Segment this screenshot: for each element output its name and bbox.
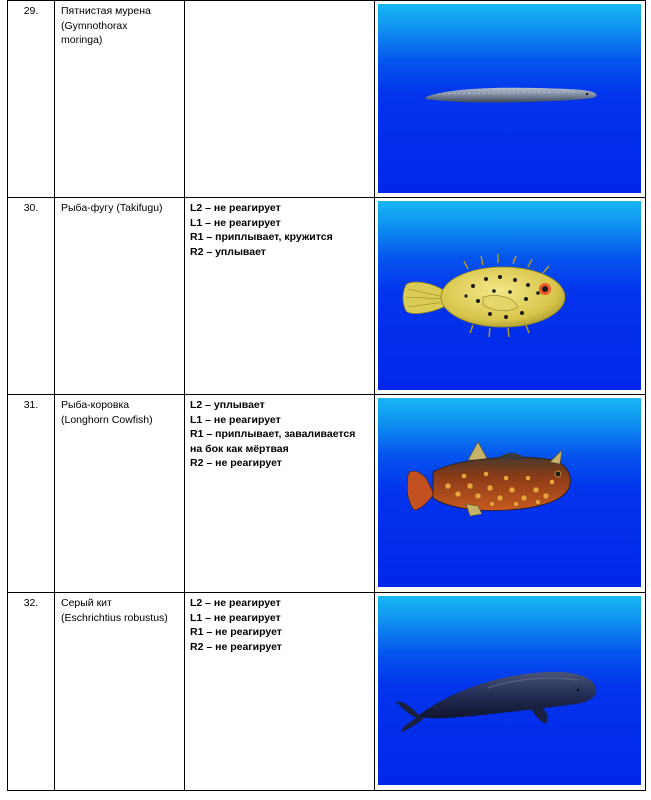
reaction-line: L2 – не реагирует xyxy=(190,597,281,609)
reaction-line: R2 – уплывает xyxy=(190,245,266,258)
table-row xyxy=(8,395,646,593)
species-table xyxy=(7,0,646,791)
reaction-line: L1 – не реагирует xyxy=(190,216,281,229)
species-name-line: Рыба-фугу (Takifugu) xyxy=(61,202,163,214)
species-name xyxy=(55,1,185,198)
species-name-line: moringa) xyxy=(61,34,103,46)
table-row xyxy=(8,198,646,395)
moray-eel-icon xyxy=(378,4,641,193)
reaction-line: R1 – приплывает, заваливается xyxy=(190,428,356,440)
pufferfish-icon xyxy=(378,201,641,390)
table-row xyxy=(8,1,646,198)
row-number: 32. xyxy=(8,593,55,791)
species-name-line: Пятнистая мурена xyxy=(61,5,151,17)
reaction-line: на бок как мёртвая xyxy=(190,442,289,455)
gray-whale-icon xyxy=(378,596,641,785)
table-row xyxy=(8,593,646,791)
species-name-line: (Gymnothorax xyxy=(61,19,128,32)
species-name xyxy=(55,593,185,791)
row-number: 30. xyxy=(8,198,55,395)
species-name xyxy=(55,395,185,593)
image-cell xyxy=(375,395,646,593)
species-name-line: (Eschrichtius robustus) xyxy=(61,611,168,624)
reactions-cell xyxy=(185,593,375,791)
row-number: 29. xyxy=(8,1,55,198)
reaction-line: L1 – не реагирует xyxy=(190,413,281,426)
image-cell xyxy=(375,198,646,395)
cowfish-icon xyxy=(378,398,641,587)
reaction-line: R1 – не реагирует xyxy=(190,626,282,638)
species-name-line: (Longhorn Cowfish) xyxy=(61,413,153,426)
reaction-line: R1 – приплывает, кружится xyxy=(190,231,333,243)
image-cell xyxy=(375,593,646,791)
reactions-cell xyxy=(185,1,375,198)
reaction-line: L2 – не реагирует xyxy=(190,202,281,214)
image-cell xyxy=(375,1,646,198)
reactions-cell xyxy=(185,198,375,395)
reaction-line: R2 – не реагирует xyxy=(190,457,282,469)
reaction-line: R2 – не реагирует xyxy=(190,640,282,653)
reactions-cell xyxy=(185,395,375,593)
species-name-line: Серый кит xyxy=(61,597,112,609)
species-name-line: Рыба-коровка xyxy=(61,399,130,411)
species-name xyxy=(55,198,185,395)
reaction-line: L1 – не реагирует xyxy=(190,611,281,624)
reaction-line: L2 – уплывает xyxy=(190,399,265,411)
row-number: 31. xyxy=(8,395,55,593)
